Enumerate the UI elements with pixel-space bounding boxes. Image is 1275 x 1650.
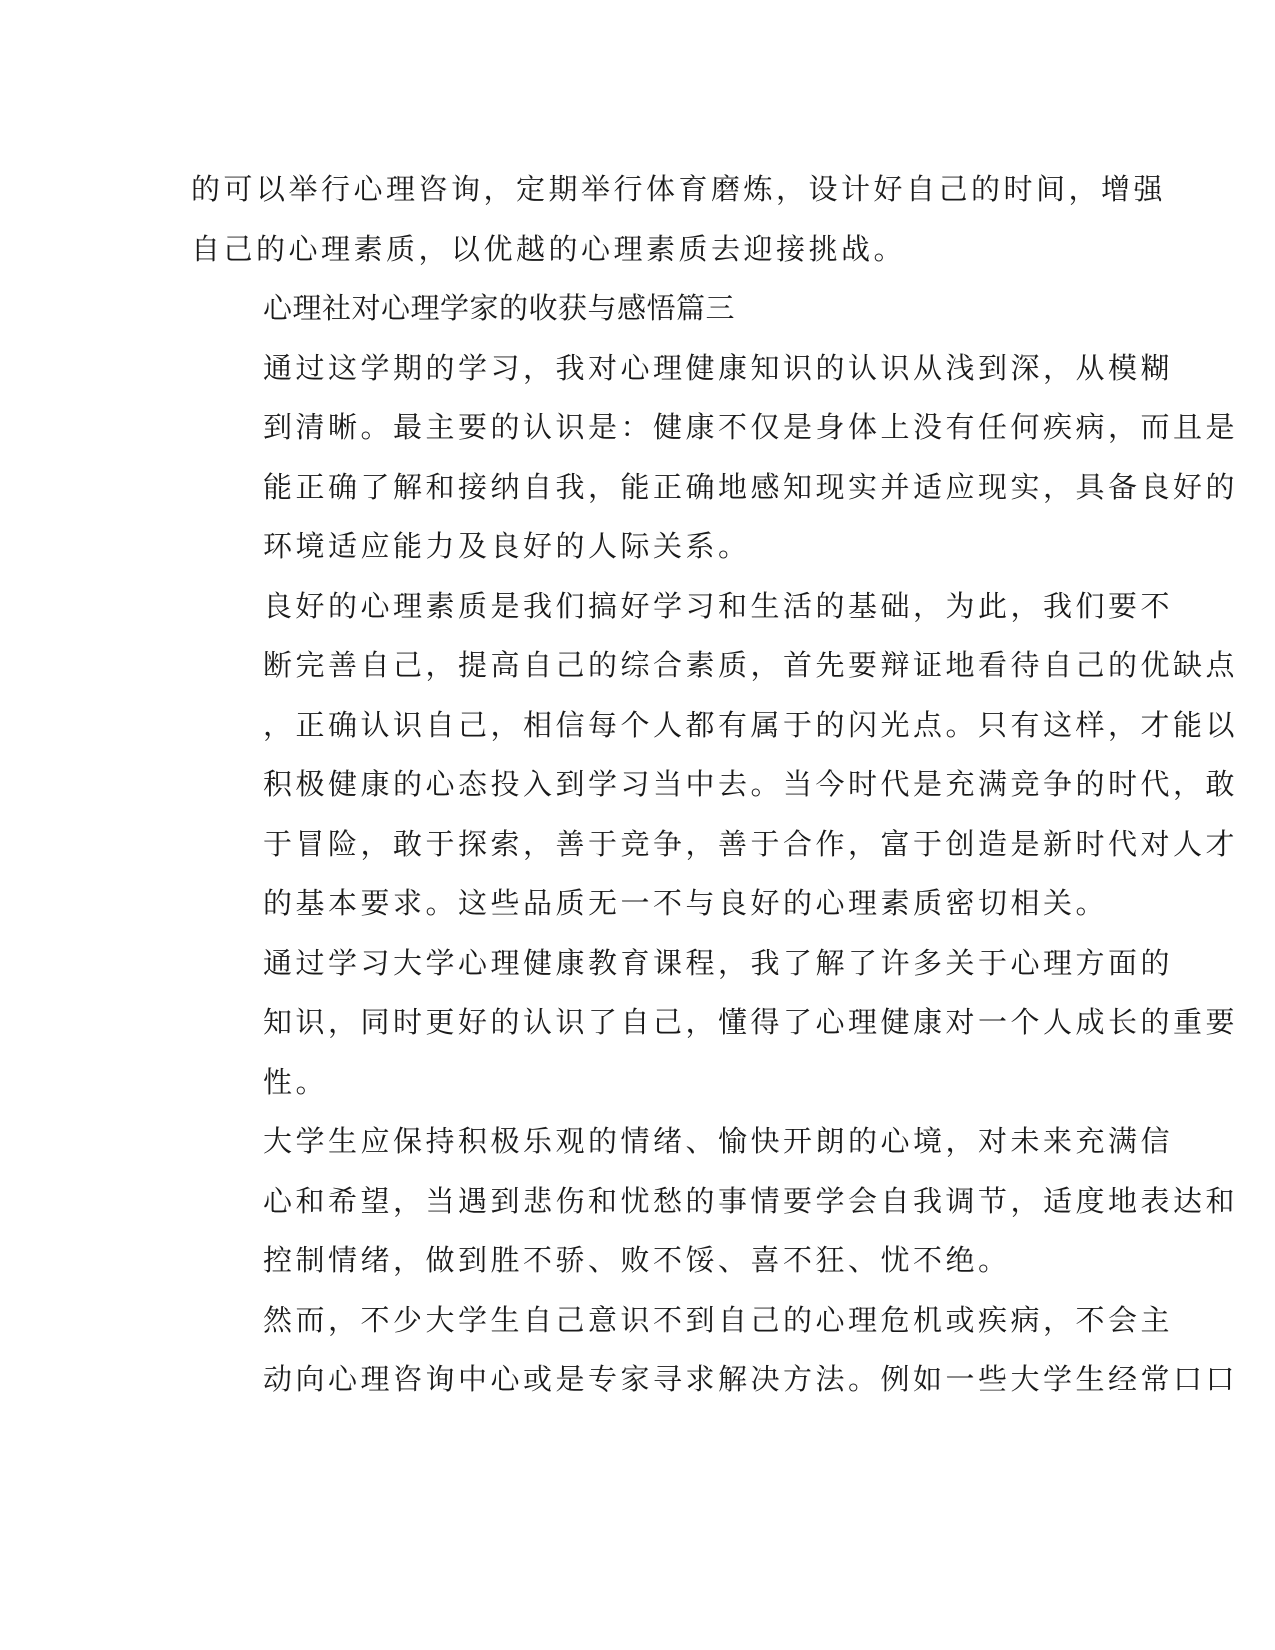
paragraph-optimism — [191, 1112, 1239, 1291]
text-line: 心和希望，当遇到悲伤和忧愁的事情要学会自我调节，适度地表达和 — [263, 1183, 1239, 1218]
document-body — [191, 160, 1239, 1410]
text-line: 的基本要求。这些品质无一不与良好的心理素质密切相关。 — [263, 886, 1109, 920]
text-line: 然而，不少大学生自己意识不到自己的心理危机或疾病，不会主 — [263, 1302, 1174, 1337]
paragraph-study-reflection — [191, 339, 1239, 577]
text-line: 性。 — [263, 1064, 329, 1099]
text-line: 良好的心理素质是我们搞好学习和生活的基础，为此，我们要不 — [263, 588, 1174, 623]
heading-text: 心理社对心理学家的收获与感悟篇三 — [263, 291, 736, 325]
text-line: 通过学习大学心理健康教育课程，我了解了许多关于心理方面的 — [263, 945, 1174, 980]
text-line: 环境适应能力及良好的人际关系。 — [263, 529, 751, 563]
paragraph-continuation — [191, 160, 1167, 279]
text-line: 断完善自己，提高自己的综合素质，首先要辩证地看待自己的优缺点 — [263, 648, 1239, 682]
text-line: ，正确认识自己，相信每个人都有属于的闪光点。只有这样，才能以 — [263, 707, 1239, 742]
text-line: 通过这学期的学习，我对心理健康知识的认识从浅到深，从模糊 — [263, 350, 1174, 385]
text-line: 控制情绪，做到胜不骄、败不馁、喜不狂、忧不绝。 — [263, 1243, 1011, 1277]
paragraph-course-learning — [191, 934, 1239, 1113]
text-line: 知识，同时更好的认识了自己，懂得了心理健康对一个人成长的重要 — [263, 1005, 1239, 1039]
text-line: 动向心理咨询中心或是专家寻求解决方法。例如一些大学生经常口口 — [263, 1362, 1239, 1396]
paragraph-crisis-awareness — [191, 1291, 1239, 1410]
text-line: 大学生应保持积极乐观的情绪、愉快开朗的心境，对未来充满信 — [263, 1124, 1174, 1158]
text-line: 到清晰。最主要的认识是：健康不仅是身体上没有任何疾病，而且是 — [263, 410, 1239, 444]
section-heading — [191, 279, 1081, 339]
paragraph-psychological-quality — [191, 577, 1239, 934]
text-line: 能正确了解和接纳自我，能正确地感知现实并适应现实，具备良好的 — [263, 469, 1239, 504]
text-line: 积极健康的心态投入到学习当中去。当今时代是充满竞争的时代，敢 — [263, 767, 1239, 801]
text-line: 自己的心理素质，以优越的心理素质去迎接挑战。 — [191, 231, 907, 266]
text-line: 于冒险，敢于探索，善于竞争，善于合作，富于创造是新时代对人才 — [263, 826, 1239, 861]
text-line: 的可以举行心理咨询，定期举行体育磨炼，设计好自己的时间，增强 — [191, 172, 1167, 206]
